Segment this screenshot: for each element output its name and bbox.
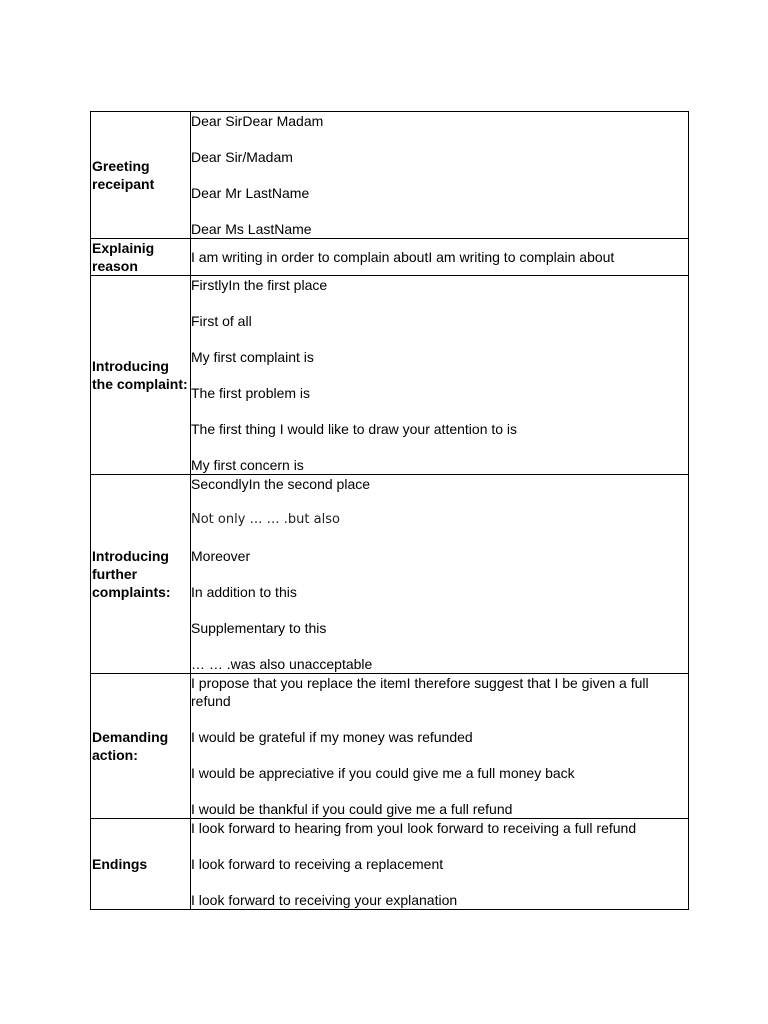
phrase-line: I propose that you replace the itemI therefore suggest that I be given a full refund xyxy=(191,675,649,709)
phrase-line: I look forward to receiving your explanation xyxy=(191,892,458,908)
phrase-line: My first concern is xyxy=(191,457,304,473)
phrase-line: The first thing I would like to draw your attention to is xyxy=(191,421,518,437)
phrase-line: I would be grateful if my money was refunded xyxy=(191,729,473,745)
phrase-line: In addition to this xyxy=(191,584,297,600)
row-content xyxy=(191,276,689,475)
row-content xyxy=(191,112,689,239)
phrase-line: I am writing in order to complain aboutI am writing to complain about xyxy=(191,249,615,265)
phrase-line: Supplementary to this xyxy=(191,620,327,636)
table-row-further-complaints xyxy=(91,475,689,674)
phrase-line: I look forward to hearing from youI look forward to receiving a full refund xyxy=(191,820,637,836)
phrase-line: Dear Mr LastName xyxy=(191,185,310,201)
row-label: Endings xyxy=(91,819,191,910)
row-label: Explainig reason xyxy=(91,239,191,276)
phrase-line: I would be appreciative if you could give me a full money back xyxy=(191,765,575,781)
row-content xyxy=(191,674,689,819)
table-row-introducing-complaint xyxy=(91,276,689,475)
row-content xyxy=(191,819,689,910)
table-row-greeting xyxy=(91,112,689,239)
phrase-line: … … .was also unacceptable xyxy=(191,656,373,672)
complaint-phrases-table xyxy=(90,111,689,910)
row-label: Introducing the complaint: xyxy=(91,276,191,475)
phrase-line: I would be thankful if you could give me a full refund xyxy=(191,801,513,817)
row-content xyxy=(191,475,689,674)
phrase-line: Moreover xyxy=(191,548,251,564)
table-row-reason xyxy=(91,239,689,276)
phrase-line: The first problem is xyxy=(191,385,311,401)
row-label: Demanding action: xyxy=(91,674,191,819)
phrase-line: FirstlyIn the first place xyxy=(191,277,328,293)
phrase-line: Not only … … .but also xyxy=(191,512,340,527)
phrase-line: Dear Ms LastName xyxy=(191,221,312,237)
row-label: Greeting receipant xyxy=(91,112,191,239)
row-label: Introducing further complaints: xyxy=(91,475,191,674)
phrase-line: First of all xyxy=(191,313,252,329)
phrase-line: SecondlyIn the second place xyxy=(191,476,371,492)
phrase-line: My first complaint is xyxy=(191,349,314,365)
phrase-line: I look forward to receiving a replacement xyxy=(191,856,444,872)
table-row-demanding-action xyxy=(91,674,689,819)
table-row-endings xyxy=(91,819,689,910)
phrase-line: Dear Sir/Madam xyxy=(191,149,293,165)
phrase-line: Dear SirDear Madam xyxy=(191,113,324,129)
row-content xyxy=(191,239,689,276)
